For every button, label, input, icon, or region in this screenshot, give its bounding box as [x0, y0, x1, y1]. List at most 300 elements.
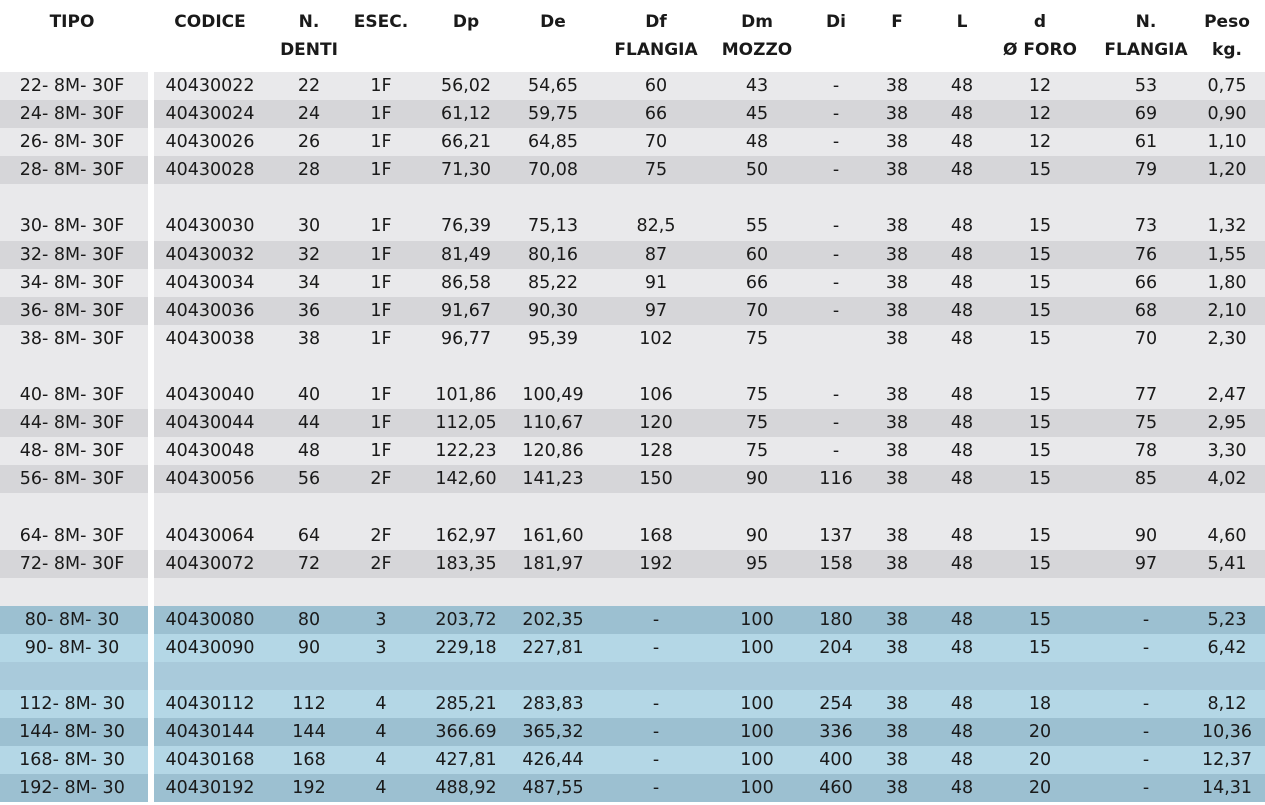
cell-dm-mozzo: 50 [745, 160, 769, 181]
cell-de: 487,55 [522, 778, 584, 799]
cell-tipo: 24- 8M- 30F [19, 104, 125, 125]
table-body [0, 72, 1265, 802]
cell-n-denti: 168 [292, 750, 326, 771]
cell-f: 38 [885, 441, 909, 462]
cell-df-flangia: 97 [644, 300, 668, 321]
cell-d-foro: 20 [1028, 778, 1052, 799]
cell-n-flangia: 85 [1134, 469, 1158, 490]
table-row [0, 522, 1265, 550]
cell-dp: 66,21 [440, 132, 492, 153]
cell-de: 70,08 [527, 160, 579, 181]
cell-esec: 4 [375, 722, 387, 743]
cell-dp: 488,92 [435, 778, 497, 799]
cell-d-foro: 12 [1028, 76, 1052, 96]
cell-n-flangia: - [1142, 750, 1150, 771]
cell-di: 336 [819, 722, 853, 743]
cell-esec: 2F [370, 553, 392, 574]
cell-di: 158 [819, 553, 853, 574]
header-df-flangia-line2: FLANGIA [614, 40, 698, 60]
cell-codice: 40430112 [165, 694, 255, 715]
cell-peso: 1,55 [1207, 244, 1247, 265]
header-de [540, 8, 566, 36]
cell-di: - [832, 244, 840, 265]
cell-f: 38 [885, 750, 909, 771]
cell-d-foro: 15 [1028, 469, 1052, 490]
header-n-flangia [1104, 8, 1187, 64]
cell-dp: 71,30 [440, 160, 492, 181]
cell-l: 48 [950, 272, 974, 293]
cell-n-flangia: 69 [1134, 104, 1158, 125]
spacer-row [0, 662, 1265, 690]
header-esec [354, 8, 408, 36]
cell-de: 227,81 [522, 637, 584, 658]
cell-dp: 81,49 [440, 244, 492, 265]
cell-f: 38 [885, 385, 909, 406]
cell-d-foro: 15 [1028, 385, 1052, 406]
cell-esec: 1F [370, 132, 392, 153]
row-data-bg [154, 662, 1265, 690]
table-row [0, 297, 1265, 325]
cell-n-denti: 90 [297, 637, 321, 658]
cell-peso: 8,12 [1207, 694, 1247, 715]
cell-d-foro: 15 [1028, 244, 1052, 265]
cell-n-flangia: - [1142, 778, 1150, 799]
header-df-flangia [614, 8, 697, 64]
table-row [0, 212, 1265, 240]
cell-tipo: 40- 8M- 30F [19, 385, 125, 406]
cell-esec: 1F [370, 76, 392, 96]
cell-esec: 1F [370, 160, 392, 181]
cell-n-flangia: 68 [1134, 300, 1158, 321]
cell-codice: 40430168 [165, 750, 255, 771]
row-data-bg [154, 269, 1265, 297]
header-d-foro-line2: Ø FORO [1003, 40, 1077, 60]
cell-d-foro: 15 [1028, 300, 1052, 321]
cell-codice: 40430032 [165, 244, 255, 265]
cell-n-flangia: 78 [1134, 441, 1158, 462]
cell-l: 48 [950, 104, 974, 125]
row-data-bg [154, 128, 1265, 156]
row-first-column-bg [0, 662, 148, 690]
cell-dp: 142,60 [435, 469, 497, 490]
row-data-bg [154, 550, 1265, 578]
row-data-bg [154, 297, 1265, 325]
cell-codice: 40430040 [165, 385, 255, 406]
cell-dm-mozzo: 100 [740, 778, 774, 799]
table-row [0, 550, 1265, 578]
cell-n-denti: 36 [297, 300, 321, 321]
header-dp [453, 8, 479, 36]
header-de-line1: De [540, 12, 566, 32]
cell-codice: 40430056 [165, 469, 255, 490]
cell-dp: 285,21 [435, 694, 497, 715]
cell-l: 48 [950, 385, 974, 406]
cell-dp: 76,39 [440, 216, 492, 237]
cell-di: 137 [819, 525, 853, 546]
cell-l: 48 [950, 553, 974, 574]
cell-tipo: 22- 8M- 30F [19, 76, 125, 96]
cell-df-flangia: 120 [639, 413, 673, 434]
cell-codice: 40430144 [165, 722, 255, 743]
cell-f: 38 [885, 76, 909, 96]
cell-df-flangia: 75 [644, 160, 668, 181]
cell-l: 48 [950, 469, 974, 490]
cell-codice: 40430080 [165, 609, 255, 630]
cell-di: - [832, 104, 840, 125]
cell-dm-mozzo: 45 [745, 104, 769, 125]
cell-n-denti: 112 [292, 694, 326, 715]
row-first-column-bg [0, 353, 148, 381]
cell-n-flangia: 66 [1134, 272, 1158, 293]
cell-n-denti: 72 [297, 553, 321, 574]
cell-n-denti: 56 [297, 469, 321, 490]
cell-d-foro: 15 [1028, 441, 1052, 462]
cell-codice: 40430192 [165, 778, 255, 799]
cell-esec: 1F [370, 272, 392, 293]
cell-esec: 2F [370, 525, 392, 546]
cell-l: 48 [950, 609, 974, 630]
cell-df-flangia: - [652, 609, 660, 630]
header-codice-line1: CODICE [174, 12, 246, 32]
cell-de: 181,97 [522, 553, 584, 574]
cell-d-foro: 15 [1028, 328, 1052, 349]
header-d-foro [1003, 8, 1077, 64]
cell-tipo: 34- 8M- 30F [19, 272, 125, 293]
header-peso-line1: Peso [1204, 12, 1250, 32]
cell-dp: 366.69 [435, 722, 497, 743]
cell-l: 48 [950, 216, 974, 237]
cell-n-flangia: - [1142, 609, 1150, 630]
cell-f: 38 [885, 328, 909, 349]
table-row [0, 156, 1265, 184]
header-n-denti-line1: N. [298, 12, 320, 32]
cell-codice: 40430048 [165, 441, 255, 462]
table-row [0, 746, 1265, 774]
cell-di: - [832, 76, 840, 96]
cell-peso: 5,23 [1207, 609, 1247, 630]
cell-f: 38 [885, 609, 909, 630]
cell-n-denti: 24 [297, 104, 321, 125]
cell-df-flangia: - [652, 750, 660, 771]
cell-codice: 40430028 [165, 160, 255, 181]
cell-esec: 2F [370, 469, 392, 490]
cell-d-foro: 15 [1028, 413, 1052, 434]
cell-df-flangia: 87 [644, 244, 668, 265]
cell-f: 38 [885, 694, 909, 715]
cell-f: 38 [885, 244, 909, 265]
table-row [0, 269, 1265, 297]
row-data-bg [154, 100, 1265, 128]
cell-df-flangia: 60 [644, 76, 668, 96]
cell-di: - [832, 385, 840, 406]
cell-df-flangia: 82,5 [636, 216, 676, 237]
header-tipo-line1: TIPO [49, 12, 95, 32]
cell-di: 460 [819, 778, 853, 799]
cell-tipo: 26- 8M- 30F [19, 132, 125, 153]
cell-n-flangia: - [1142, 694, 1150, 715]
cell-n-flangia: 75 [1134, 413, 1158, 434]
spacer-row [0, 184, 1265, 212]
spacer-row [0, 493, 1265, 521]
cell-de: 90,30 [527, 300, 579, 321]
cell-de: 80,16 [527, 244, 579, 265]
cell-dp: 86,58 [440, 272, 492, 293]
cell-d-foro: 12 [1028, 104, 1052, 125]
cell-l: 48 [950, 160, 974, 181]
cell-tipo: 28- 8M- 30F [19, 160, 125, 181]
cell-esec: 1F [370, 300, 392, 321]
header-dm-mozzo-line2: MOZZO [721, 40, 793, 60]
cell-n-flangia: 97 [1134, 553, 1158, 574]
cell-tipo: 44- 8M- 30F [19, 413, 125, 434]
cell-esec: 3 [375, 637, 387, 658]
cell-peso: 2,30 [1207, 328, 1247, 349]
cell-codice: 40430090 [165, 637, 255, 658]
cell-esec: 1F [370, 216, 392, 237]
cell-l: 48 [950, 244, 974, 265]
header-codice [174, 8, 245, 36]
cell-peso: 12,37 [1201, 750, 1253, 771]
cell-peso: 1,80 [1207, 272, 1247, 293]
cell-n-flangia: 53 [1134, 76, 1158, 96]
cell-n-denti: 64 [297, 525, 321, 546]
cell-esec: 1F [370, 104, 392, 125]
cell-f: 38 [885, 104, 909, 125]
header-n-flangia-line1: N. [1135, 12, 1157, 32]
header-di [826, 8, 846, 36]
cell-dm-mozzo: 100 [740, 694, 774, 715]
cell-n-denti: 26 [297, 132, 321, 153]
cell-peso: 0,75 [1207, 76, 1247, 96]
cell-codice: 40430036 [165, 300, 255, 321]
cell-peso: 6,42 [1207, 637, 1247, 658]
cell-di: - [832, 441, 840, 462]
cell-de: 100,49 [522, 385, 584, 406]
row-data-bg [154, 409, 1265, 437]
cell-dm-mozzo: 90 [745, 469, 769, 490]
cell-tipo: 48- 8M- 30F [19, 441, 125, 462]
row-first-column-bg [0, 184, 148, 212]
table-row [0, 381, 1265, 409]
cell-de: 95,39 [527, 328, 579, 349]
cell-dm-mozzo: 75 [745, 413, 769, 434]
cell-di: - [832, 413, 840, 434]
table-header [0, 0, 1265, 72]
cell-n-flangia: 90 [1134, 525, 1158, 546]
row-data-bg [154, 156, 1265, 184]
cell-l: 48 [950, 750, 974, 771]
header-di-line1: Di [826, 12, 846, 32]
cell-peso: 4,60 [1207, 525, 1247, 546]
cell-df-flangia: 106 [639, 385, 673, 406]
cell-n-flangia: 79 [1134, 160, 1158, 181]
header-n-flangia-line2: FLANGIA [1104, 40, 1188, 60]
cell-f: 38 [885, 132, 909, 153]
cell-de: 59,75 [527, 104, 579, 125]
cell-n-denti: 40 [297, 385, 321, 406]
cell-f: 38 [885, 272, 909, 293]
cell-df-flangia: - [652, 722, 660, 743]
cell-peso: 1,20 [1207, 160, 1247, 181]
cell-l: 48 [950, 637, 974, 658]
table-row [0, 465, 1265, 493]
cell-n-denti: 32 [297, 244, 321, 265]
cell-esec: 4 [375, 778, 387, 799]
cell-tipo: 64- 8M- 30F [19, 525, 125, 546]
cell-dm-mozzo: 60 [745, 244, 769, 265]
header-dp-line1: Dp [452, 12, 480, 32]
cell-tipo: 168- 8M- 30 [19, 750, 125, 771]
cell-dp: 162,97 [435, 525, 497, 546]
cell-peso: 2,10 [1207, 300, 1247, 321]
header-n-denti-line2: DENTI [280, 40, 338, 60]
cell-n-denti: 48 [297, 441, 321, 462]
cell-tipo: 80- 8M- 30 [24, 609, 120, 630]
row-data-bg [154, 634, 1265, 662]
cell-n-denti: 30 [297, 216, 321, 237]
cell-tipo: 38- 8M- 30F [19, 328, 125, 349]
cell-esec: 1F [370, 413, 392, 434]
cell-di: 116 [819, 469, 853, 490]
row-data-bg [154, 212, 1265, 240]
cell-f: 38 [885, 778, 909, 799]
cell-dm-mozzo: 100 [740, 722, 774, 743]
header-l-line1: L [956, 12, 968, 32]
cell-de: 75,13 [527, 216, 579, 237]
cell-de: 110,67 [522, 413, 584, 434]
cell-l: 48 [950, 722, 974, 743]
spacer-row [0, 578, 1265, 606]
row-data-bg [154, 522, 1265, 550]
header-dm-mozzo [722, 8, 792, 64]
cell-de: 283,83 [522, 694, 584, 715]
cell-codice: 40430064 [165, 525, 255, 546]
cell-peso: 10,36 [1201, 722, 1253, 743]
cell-tipo: 72- 8M- 30F [19, 553, 125, 574]
cell-tipo: 144- 8M- 30 [19, 722, 125, 743]
header-n-denti [280, 8, 338, 64]
row-data-bg [154, 606, 1265, 634]
table-row [0, 325, 1265, 353]
cell-tipo: 112- 8M- 30 [19, 694, 125, 715]
cell-d-foro: 18 [1028, 694, 1052, 715]
cell-n-denti: 22 [297, 76, 321, 96]
table-row [0, 606, 1265, 634]
row-first-column-bg [0, 578, 148, 606]
cell-l: 48 [950, 694, 974, 715]
cell-d-foro: 12 [1028, 132, 1052, 153]
cell-de: 426,44 [522, 750, 584, 771]
row-data-bg [154, 465, 1265, 493]
cell-de: 161,60 [522, 525, 584, 546]
table-row [0, 718, 1265, 746]
header-peso-line2: kg. [1212, 40, 1242, 60]
cell-d-foro: 15 [1028, 160, 1052, 181]
cell-l: 48 [950, 328, 974, 349]
cell-codice: 40430038 [165, 328, 255, 349]
cell-dm-mozzo: 95 [745, 553, 769, 574]
cell-l: 48 [950, 441, 974, 462]
cell-de: 365,32 [522, 722, 584, 743]
cell-dp: 96,77 [440, 328, 492, 349]
cell-dm-mozzo: 75 [745, 385, 769, 406]
row-data-bg [154, 184, 1265, 212]
cell-tipo: 36- 8M- 30F [19, 300, 125, 321]
header-peso [1204, 8, 1250, 64]
cell-n-denti: 144 [292, 722, 326, 743]
cell-dm-mozzo: 48 [745, 132, 769, 153]
cell-l: 48 [950, 76, 974, 96]
cell-tipo: 192- 8M- 30 [19, 778, 125, 799]
cell-esec: 1F [370, 244, 392, 265]
row-data-bg [154, 493, 1265, 521]
cell-n-denti: 38 [297, 328, 321, 349]
cell-n-flangia: - [1142, 637, 1150, 658]
cell-dp: 61,12 [440, 104, 492, 125]
cell-d-foro: 15 [1028, 553, 1052, 574]
cell-f: 38 [885, 722, 909, 743]
cell-tipo: 90- 8M- 30 [24, 637, 120, 658]
cell-l: 48 [950, 413, 974, 434]
cell-df-flangia: - [652, 694, 660, 715]
cell-peso: 4,02 [1207, 469, 1247, 490]
cell-n-flangia: 70 [1134, 328, 1158, 349]
row-data-bg [154, 241, 1265, 269]
cell-codice: 40430022 [165, 76, 255, 96]
cell-dm-mozzo: 55 [745, 216, 769, 237]
cell-esec: 4 [375, 694, 387, 715]
cell-codice: 40430030 [165, 216, 255, 237]
table-row [0, 437, 1265, 465]
cell-di: - [832, 300, 840, 321]
cell-n-denti: 80 [297, 609, 321, 630]
cell-di: 254 [819, 694, 853, 715]
header-tipo [50, 8, 95, 36]
cell-de: 202,35 [522, 609, 584, 630]
cell-di: 204 [819, 637, 853, 658]
cell-dp: 229,18 [435, 637, 497, 658]
cell-df-flangia: 66 [644, 104, 668, 125]
table-row [0, 774, 1265, 802]
header-d-foro-line1: d [1033, 12, 1047, 32]
cell-n-flangia: 77 [1134, 385, 1158, 406]
table-row [0, 690, 1265, 718]
cell-peso: 3,30 [1207, 441, 1247, 462]
cell-f: 38 [885, 216, 909, 237]
cell-dm-mozzo: 100 [740, 750, 774, 771]
cell-d-foro: 15 [1028, 637, 1052, 658]
cell-dm-mozzo: 90 [745, 525, 769, 546]
cell-n-denti: 192 [292, 778, 326, 799]
cell-esec: 1F [370, 385, 392, 406]
cell-peso: 1,32 [1207, 216, 1247, 237]
cell-di: - [832, 132, 840, 153]
cell-dp: 101,86 [435, 385, 497, 406]
cell-tipo: 32- 8M- 30F [19, 244, 125, 265]
cell-l: 48 [950, 525, 974, 546]
cell-dp: 91,67 [440, 300, 492, 321]
cell-peso: 1,10 [1207, 132, 1247, 153]
cell-dp: 122,23 [435, 441, 497, 462]
cell-dm-mozzo: 66 [745, 272, 769, 293]
cell-codice: 40430034 [165, 272, 255, 293]
cell-dp: 183,35 [435, 553, 497, 574]
row-data-bg [154, 72, 1265, 100]
cell-de: 85,22 [527, 272, 579, 293]
cell-de: 54,65 [527, 76, 579, 96]
cell-peso: 2,95 [1207, 413, 1247, 434]
cell-di: 400 [819, 750, 853, 771]
